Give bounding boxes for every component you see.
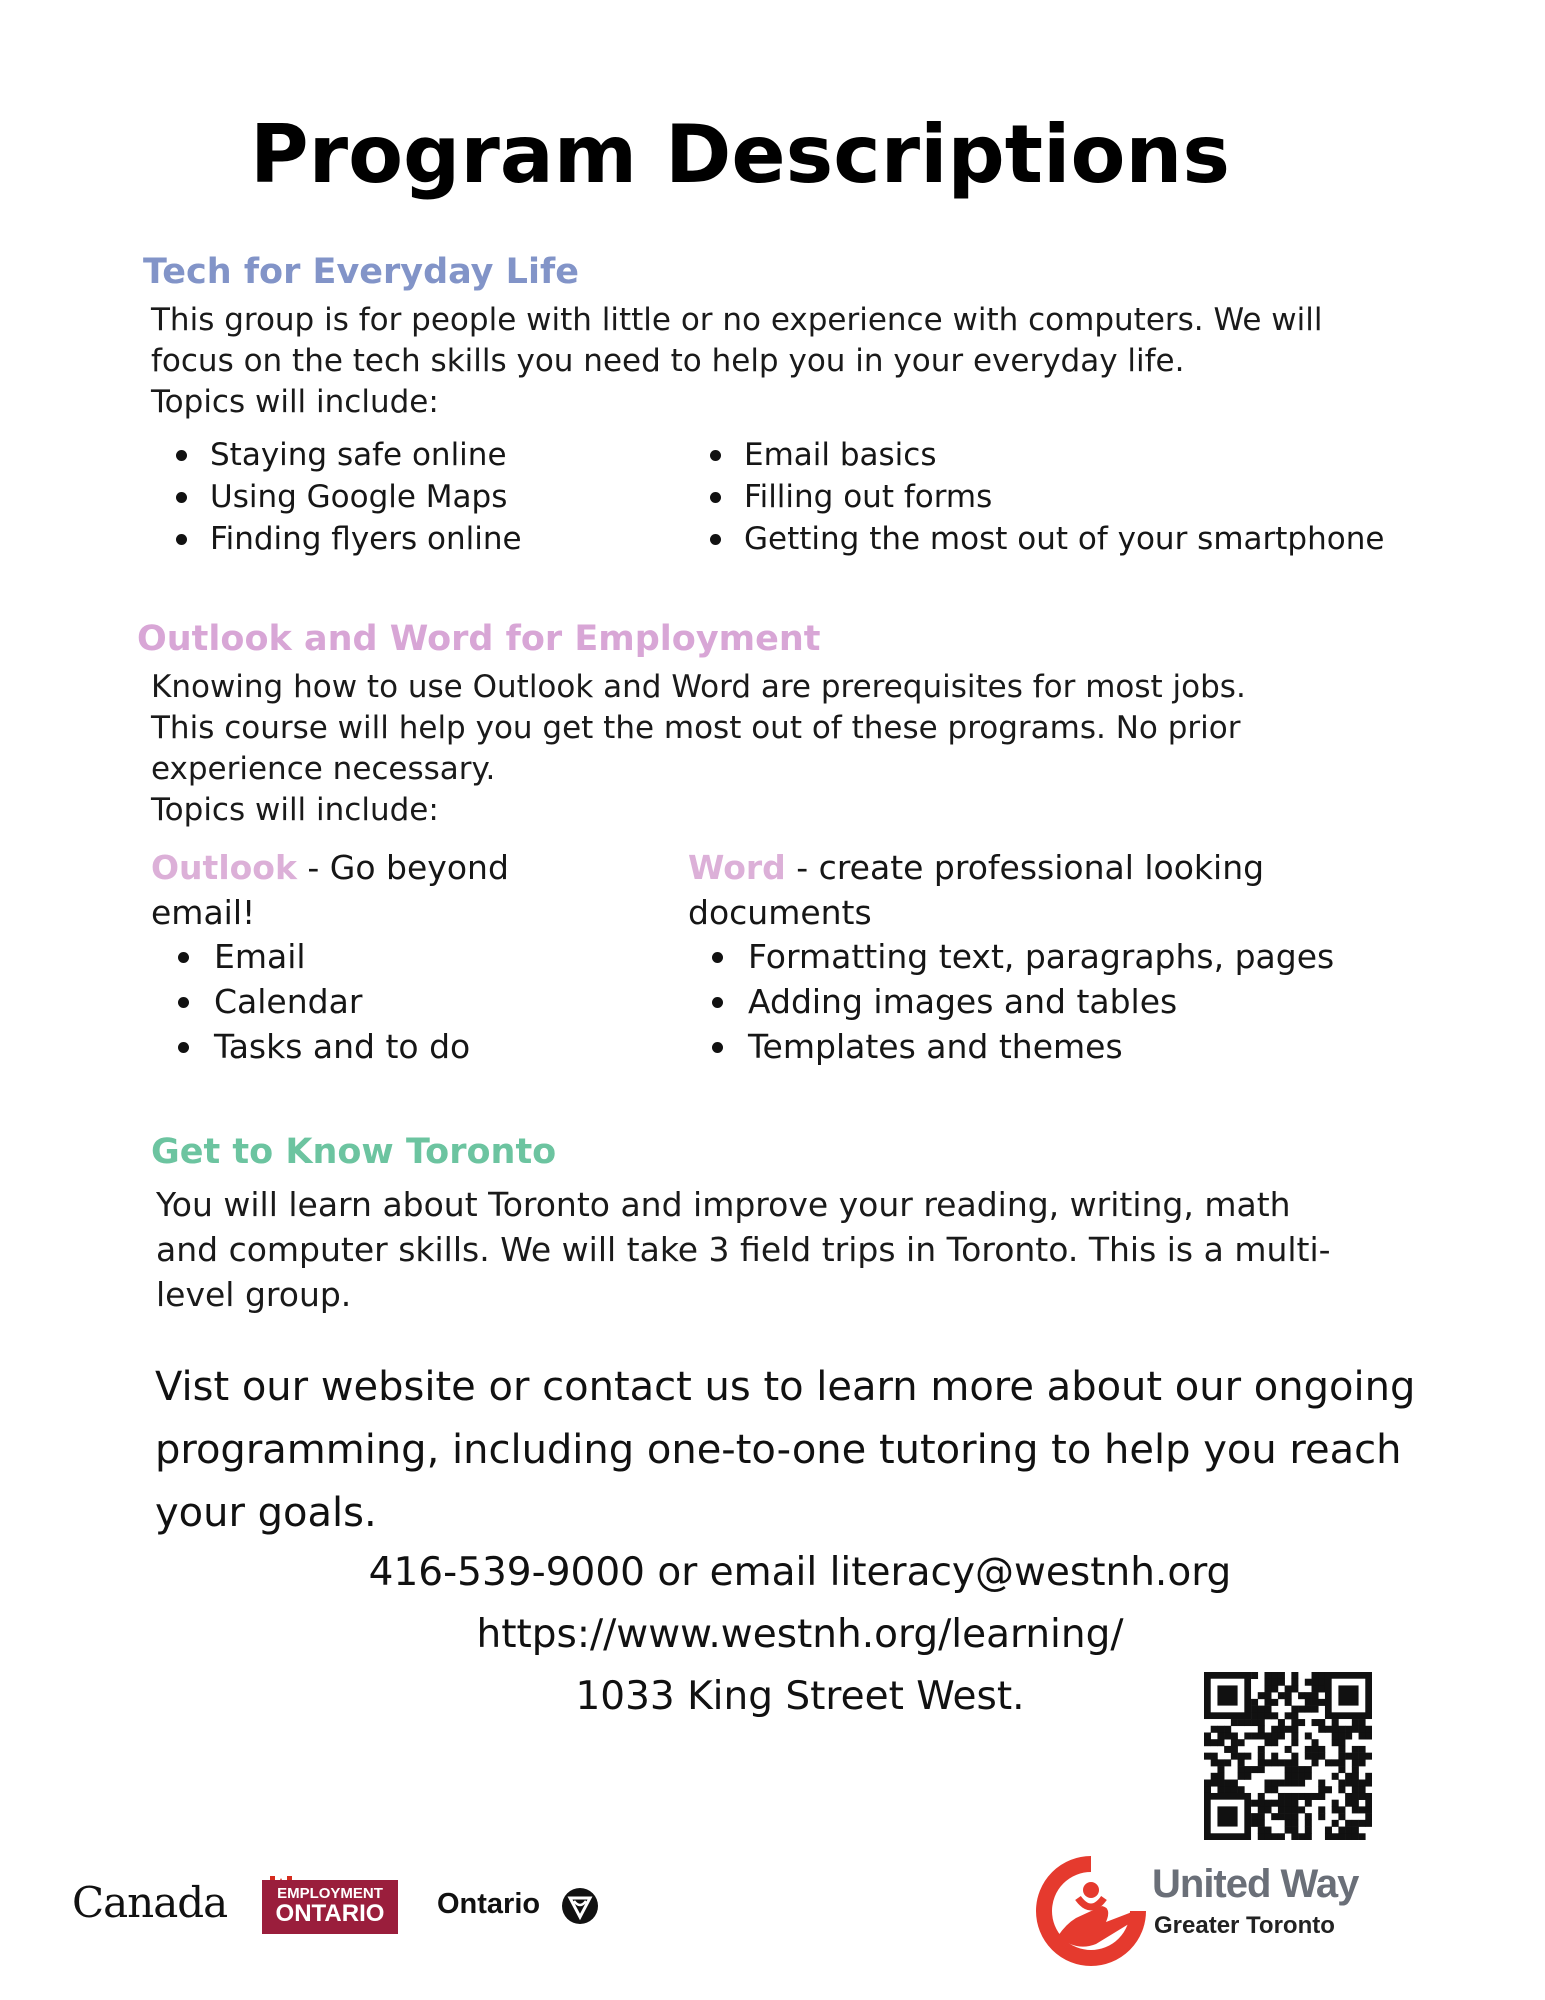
list-item: Finding flyers online xyxy=(174,518,522,560)
toronto-heading: Get to Know Toronto xyxy=(151,1132,557,1172)
address: 1033 King Street West. xyxy=(575,1674,1025,1719)
list-item: Adding images and tables xyxy=(710,979,1334,1024)
tech-description xyxy=(151,300,1331,423)
toronto-description xyxy=(156,1182,1336,1317)
tech-heading: Tech for Everyday Life xyxy=(143,252,579,292)
word-subheading xyxy=(688,845,1338,935)
outlook-topics xyxy=(176,934,470,1069)
canada-logo xyxy=(72,1878,227,1938)
employment-ontario-logo xyxy=(262,1880,398,1934)
list-item: Formatting text, paragraphs, pages xyxy=(710,934,1334,979)
ontario-trillium-icon xyxy=(561,1887,599,1925)
office-body: Knowing how to use Outlook and Word are prerequisites for most jobs. This course will help you get the most out of these programs. No prior experience necessary. xyxy=(151,669,1246,787)
word-desc: - create professional looking documents xyxy=(688,848,1265,932)
list-item: Filling out forms xyxy=(708,476,1384,518)
list-item: Email basics xyxy=(708,434,1384,476)
list-item: Tasks and to do xyxy=(176,1024,470,1069)
list-item: Staying safe online xyxy=(174,434,522,476)
tech-body: This group is for people with little or no experience with computers. We will focus on the tech skills you need to help you in your everyday life. xyxy=(151,302,1323,379)
office-topics-label: Topics will include: xyxy=(151,792,439,828)
eo-line2: ONTARIO xyxy=(275,1900,385,1927)
united-way-name: United Way xyxy=(1152,1862,1359,1906)
eo-line1: EMPLOYMENT xyxy=(277,1885,383,1902)
website-url[interactable]: https://www.westnh.org/learning/ xyxy=(476,1612,1124,1657)
section-office xyxy=(137,619,1387,659)
section-tech xyxy=(143,252,1393,292)
list-item: Getting the most out of your smartphone xyxy=(708,518,1384,560)
office-heading: Outlook and Word for Employment xyxy=(137,619,821,659)
tech-topics-label: Topics will include: xyxy=(151,384,439,420)
phone-email: 416-539-9000 or email literacy@westnh.org xyxy=(368,1550,1232,1595)
canada-wordmark: Canada xyxy=(72,1878,228,1927)
word-name: Word xyxy=(688,848,786,887)
list-item: Using Google Maps xyxy=(174,476,522,518)
outlook-subheading xyxy=(151,845,551,935)
qr-code-graphic xyxy=(1204,1672,1372,1840)
ontario-logo xyxy=(437,1888,540,1932)
list-item: Templates and themes xyxy=(710,1024,1334,1069)
list-item: Email xyxy=(176,934,470,979)
outlook-desc: - Go beyond email! xyxy=(151,848,509,932)
tech-topics-col2 xyxy=(708,434,1384,560)
toronto-body: You will learn about Toronto and improve your reading, writing, math and computer skills. We will take 3 field trips in Toronto. This is a multi-level group. xyxy=(156,1185,1331,1314)
tech-topics-col1 xyxy=(174,434,522,560)
ontario-wordmark: Ontario xyxy=(437,1888,541,1920)
section-toronto xyxy=(151,1132,1401,1172)
page-title: Program Descriptions xyxy=(250,108,1230,201)
united-way-logo xyxy=(1036,1856,1436,1966)
list-item: Calendar xyxy=(176,979,470,1024)
united-way-region: Greater Toronto xyxy=(1154,1912,1335,1939)
outlook-name: Outlook xyxy=(151,848,297,887)
word-topics xyxy=(710,934,1334,1069)
united-way-hand-icon xyxy=(1036,1856,1146,1966)
visit-text: Vist our website or contact us to learn more about our ongoing programming, including one-to-one tutoring to help you reach your goals. xyxy=(155,1364,1416,1536)
office-description xyxy=(151,667,1311,831)
qr-code-icon[interactable] xyxy=(1204,1672,1372,1840)
